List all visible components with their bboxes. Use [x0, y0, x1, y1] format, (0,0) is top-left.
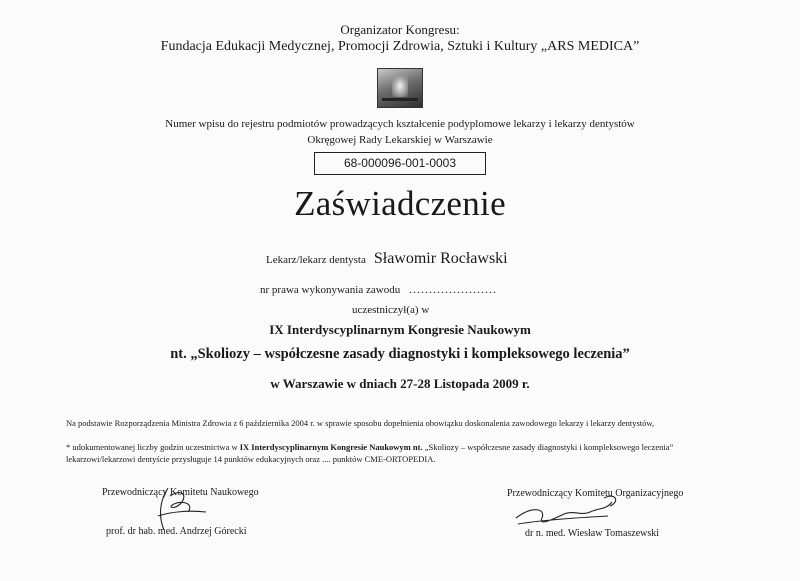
signature-right-title: Przewodniczący Komitetu Organizacyjnego — [507, 488, 684, 499]
license-value: ...................... — [408, 282, 497, 296]
organizer-name: Fundacja Edukacji Medycznej, Promocji Zdrowia, Sztuki i Kultury „ARS MEDICA” — [160, 39, 640, 54]
legal-paragraph-2 — [66, 441, 738, 465]
certificate-title: Zaświadczenie — [294, 184, 506, 223]
license-line — [260, 282, 497, 297]
doctor-line — [266, 250, 508, 268]
doctor-name: Sławomir Rocławski — [373, 250, 508, 267]
doctor-label: Lekarz/lekarz dentysta — [266, 254, 366, 266]
legal-p2-post: „Skoliozy – współczesne zasady diagnostyki i kompleksowego leczenia” lekarzowi/lekarzowi dentyście przysługuje 14 punktów edukacyjnych oraz .... punktów CME-ORTOPEDIA. — [66, 442, 674, 464]
registry-number-box: 68-000096-001-0003 — [314, 152, 486, 175]
legal-p2-pre: * udokumentowanej liczby godzin uczestnictwa w — [66, 442, 240, 452]
license-label: nr prawa wykonywania zawodu — [260, 284, 401, 296]
organizer-label: Organizator Kongresu: — [340, 22, 460, 37]
congress-name: IX Interdyscyplinarnym Kongresie Naukowym — [269, 322, 531, 337]
legal-p2-bold: IX Interdyscyplinarnym Kongresie Naukowym nt. — [239, 442, 423, 452]
registry-line-1: Numer wpisu do rejestru podmiotów prowadzących kształcenie podyplomowe lekarzy i lekarzy dentystów — [165, 118, 635, 130]
participated-text: uczestniczył(a) w — [352, 304, 430, 316]
signature-right-name: dr n. med. Wiesław Tomaszewski — [525, 528, 660, 539]
signature-left-name: prof. dr hab. med. Andrzej Górecki — [106, 526, 247, 537]
signature-left-title: Przewodniczący Komitetu Naukowego — [102, 487, 259, 498]
congress-place-date: w Warszawie w dniach 27-28 Listopada 2009 r. — [270, 376, 530, 391]
registry-line-2: Okręgowej Rady Lekarskiej w Warszawie — [307, 134, 493, 146]
legal-paragraph-1: Na podstawie Rozporządzenia Ministra Zdrowia z 6 października 2004 r. w sprawie sposobu dopełnienia obowiązku doskonalenia zawodowego lekarzy i lekarzy dentystów, — [66, 418, 655, 428]
congress-topic: nt. „Skoliozy – współczesne zasady diagnostyki i kompleksowego leczenia” — [170, 346, 630, 362]
ars-medica-logo — [377, 68, 423, 108]
